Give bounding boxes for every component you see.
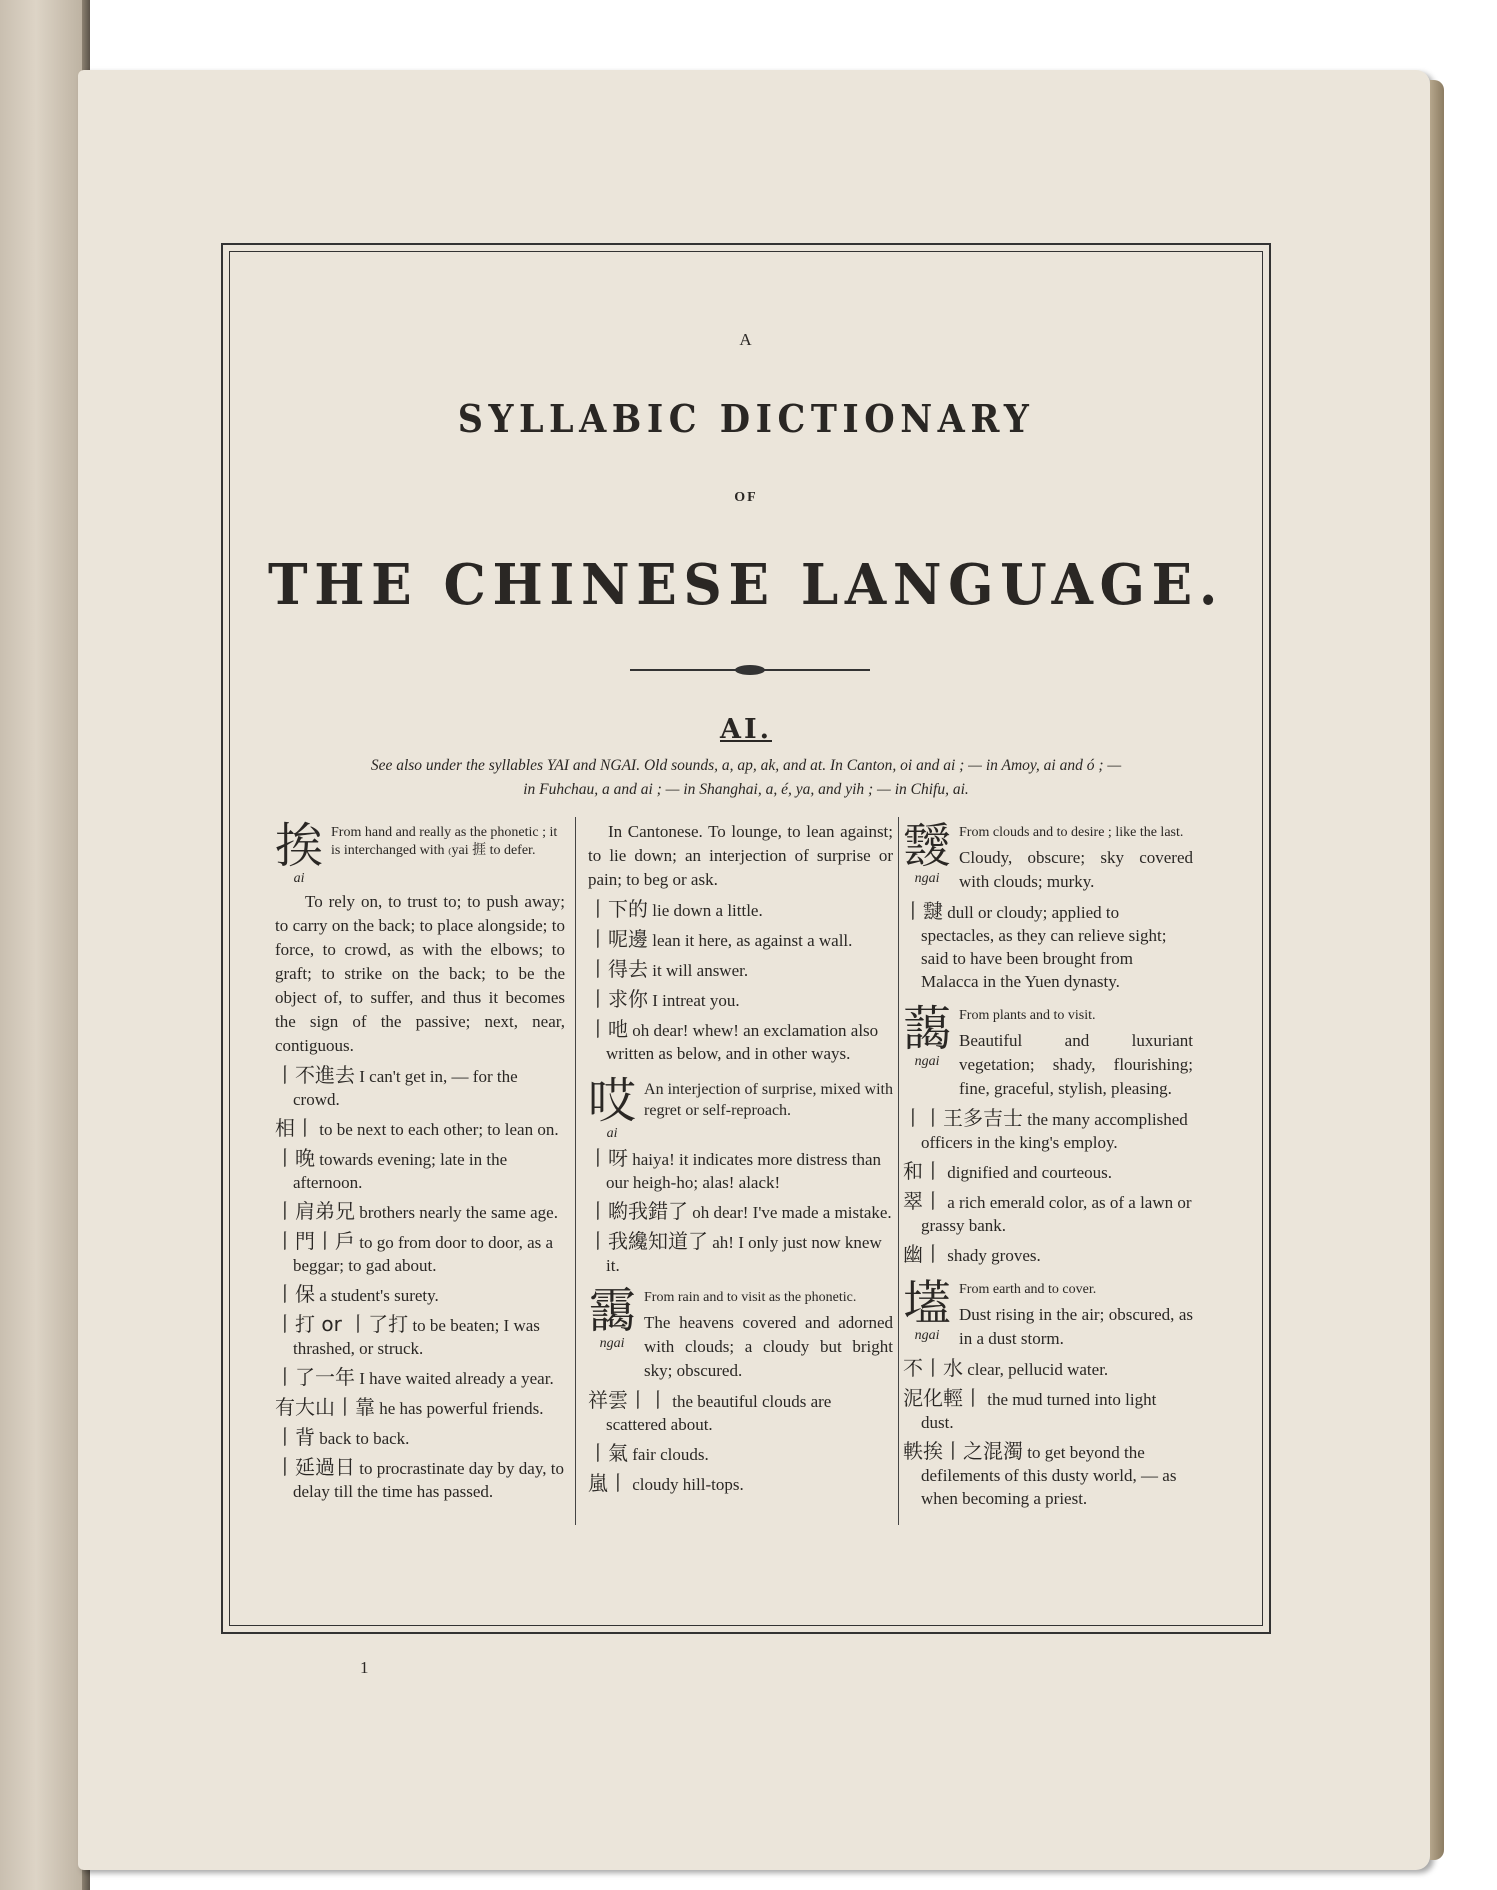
phrase-chinese: 丨我纔知道了 (588, 1229, 708, 1253)
head-character: 哎 (588, 1073, 637, 1129)
phrase-chinese: 丨靆 (903, 899, 943, 923)
phrase-line (275, 1426, 565, 1450)
phrase-english: lie down a little. (652, 901, 763, 920)
phrase-chinese: 丨背 (275, 1425, 315, 1449)
phrase-line (588, 958, 893, 982)
see-also-line-2: in Fuhchau, a and ai ; — in Shanghai, a, é, ya, and yih ; — in Chifu, ai. (523, 781, 969, 798)
column-rule (898, 817, 899, 1525)
phrase-line (588, 1147, 893, 1194)
phrase-english: to get beyond the defilements of this dusty world, — as when becoming a priest. (921, 1443, 1177, 1508)
phrase-chinese: 丨氣 (588, 1441, 628, 1465)
phrase-line (275, 1396, 565, 1420)
head-character-block (275, 820, 323, 886)
phrase-english: I have waited already a year. (359, 1369, 554, 1388)
title-article: A (739, 330, 753, 349)
phrase-english: I can't get in, — for the crowd. (293, 1067, 518, 1109)
phrase-line (275, 1064, 565, 1111)
phrase-line (903, 1190, 1193, 1237)
romanization: ngai (914, 1054, 940, 1069)
phrase-chinese: 丨保 (275, 1282, 315, 1306)
phrase-english: the mud turned into light dust. (921, 1390, 1157, 1432)
etymology-note: From hand and really as the phonetic ; it is interchanged with ₍yai 捱 to defer. (331, 825, 558, 858)
entry-head (588, 1075, 893, 1141)
phrase-chinese: 泥化輕丨 (903, 1386, 983, 1410)
see-also-note (230, 754, 1262, 802)
phrase-english: back to back. (319, 1429, 410, 1448)
phrase-chinese: 丨呀 (588, 1146, 628, 1170)
phrase-english: haiya! it indicates more distress than our heigh-ho; alas! alack! (606, 1150, 882, 1192)
phrase-line (588, 1472, 893, 1496)
entry-head (903, 820, 1193, 894)
phrase-chinese: 軼挨丨之混濁 (903, 1439, 1023, 1463)
phrase-english: brothers nearly the same age. (359, 1203, 558, 1222)
phrase-chinese: 和丨 (903, 1159, 943, 1183)
phrase-chinese: 丨求你 (588, 987, 648, 1011)
etymology-note: An interjection of surprise, mixed with regret or self-reproach. (644, 1081, 893, 1119)
phrase-chinese: 嵐丨 (588, 1471, 628, 1495)
romanization: ngai (914, 1328, 940, 1343)
phrase-english: it will answer. (652, 961, 749, 980)
phrase-line (588, 1230, 893, 1277)
head-character: 靉 (903, 818, 952, 874)
phrase-line (903, 1440, 1193, 1510)
page-frame (221, 243, 1271, 1634)
phrase-line (275, 1456, 565, 1503)
romanization: ngai (599, 1336, 625, 1351)
romanization: ai (293, 871, 305, 886)
entry-head (588, 1285, 893, 1383)
phrase-chinese: 丨門丨戶 (275, 1229, 355, 1253)
phrase-line (275, 1147, 565, 1194)
definition: The heavens covered and adorned with clouds; a cloudy but bright sky; obscured. (644, 1313, 893, 1380)
phrase-english: lean it here, as against a wall. (652, 931, 853, 950)
phrase-chinese: 丨吔 (588, 1017, 628, 1041)
phrase-line (903, 1107, 1193, 1154)
head-character: 靄 (588, 1283, 637, 1339)
phrase-list (588, 1147, 893, 1277)
left-page-edge (0, 0, 90, 1890)
phrase-english: oh dear! whew! an exclamation also written as below, and in other ways. (606, 1021, 879, 1063)
title-ornament (630, 664, 870, 676)
phrase-chinese: 相丨 (275, 1116, 315, 1140)
phrase-english: dignified and courteous. (947, 1163, 1113, 1182)
phrase-english: dull or cloudy; applied to spectacles, as they can relieve sight; said to have been brought from Malacca in the Yuen dynasty. (921, 903, 1167, 991)
definition: Cloudy, obscure; sky covered with clouds; murky. (959, 848, 1193, 891)
phrase-english: fair clouds. (632, 1445, 709, 1464)
phrase-line (588, 928, 893, 952)
phrase-list (588, 898, 893, 1065)
phrase-line (588, 1018, 893, 1065)
phrase-english: ah! I only just now knew it. (606, 1233, 882, 1275)
phrase-line (275, 1230, 565, 1277)
phrase-line (275, 1283, 565, 1307)
head-character-block (588, 1285, 636, 1351)
phrase-line (275, 1313, 565, 1360)
see-also-line-1: See also under the syllables YAI and NGAI. Old sounds, a, ap, ak, and at. In Canton, oi and ai ; — in Amoy, ai and ó ; — (370, 757, 1122, 774)
head-character-block (903, 820, 951, 886)
phrase-line (588, 1200, 893, 1224)
entry-text-block (644, 1285, 893, 1383)
head-character-block (903, 1277, 951, 1343)
phrase-chinese: 丨得去 (588, 957, 648, 981)
phrase-chinese: 丨丨王多吉士 (903, 1106, 1023, 1130)
entry-text-block (959, 1003, 1193, 1101)
phrase-english: a rich emerald color, as of a lawn or grassy bank. (921, 1193, 1192, 1235)
phrase-chinese: 丨不進去 (275, 1063, 355, 1087)
syllable-heading: AI. (720, 714, 772, 745)
title-of: OF (734, 490, 758, 505)
phrase-chinese: 有大山丨靠 (275, 1395, 375, 1419)
phrase-english: to be beaten; I was thrashed, or struck. (293, 1316, 540, 1358)
phrase-line (903, 1243, 1193, 1267)
phrase-line (275, 1200, 565, 1224)
phrase-list (903, 1107, 1193, 1267)
phrase-chinese: 翠丨 (903, 1189, 943, 1213)
phrase-chinese: 丨打 or 丨了打 (275, 1312, 409, 1336)
entry-head (275, 820, 565, 886)
entry-head (903, 1003, 1193, 1101)
entry-text-block (959, 1277, 1193, 1351)
phrase-chinese: 丨下的 (588, 897, 648, 921)
phrase-list (903, 900, 1193, 993)
phrase-chinese: 祥雲丨丨 (588, 1388, 668, 1412)
head-character: 壒 (903, 1275, 952, 1331)
page-frame-inner (229, 251, 1263, 1626)
phrase-line (588, 1442, 893, 1466)
romanization: ngai (914, 871, 940, 886)
phrase-english: he has powerful friends. (379, 1399, 544, 1418)
head-character-block (588, 1075, 636, 1141)
phrase-line (588, 1389, 893, 1436)
phrase-chinese: 丨晚 (275, 1146, 315, 1170)
phrase-english: to procrastinate day by day, to delay till the time has passed. (293, 1459, 564, 1501)
definition: Beautiful and luxuriant vegetation; shady, flourishing; fine, graceful, stylish, pleasing. (959, 1031, 1193, 1098)
column-rule (575, 817, 576, 1525)
phrase-chinese: 丨延過日 (275, 1455, 355, 1479)
page-number: 1 (360, 1658, 369, 1677)
definition: To rely on, to trust to; to push away; to carry on the back; to place alongside; to force, to crowd, as with the elbows; to graft; to strike on the back; to be the object of, to suffer, and thus it becomes the sign of the passive; next, near, contiguous. (275, 892, 565, 1055)
etymology-note: From clouds and to desire ; like the last. (959, 825, 1184, 840)
phrase-english: clear, pellucid water. (967, 1360, 1109, 1379)
phrase-line (275, 1117, 565, 1141)
phrase-line (275, 1366, 565, 1390)
title-language: THE CHINESE LANGUAGE. (267, 552, 1225, 618)
definition: Dust rising in the air; obscured, as in a dust storm. (959, 1305, 1193, 1348)
phrase-chinese: 丨肩弟兄 (275, 1199, 355, 1223)
phrase-english: a student's surety. (319, 1286, 439, 1305)
phrase-english: oh dear! I've made a mistake. (692, 1203, 892, 1222)
phrase-english: the beautiful clouds are scattered about. (606, 1392, 832, 1434)
phrase-chinese: 不丨水 (903, 1356, 963, 1380)
column-1 (275, 820, 565, 1503)
phrase-english: towards evening; late in the afternoon. (293, 1150, 508, 1192)
phrase-english: to be next to each other; to lean on. (319, 1120, 559, 1139)
head-character-block (903, 1003, 951, 1069)
entry-head (903, 1277, 1193, 1351)
phrase-english: the many accomplished officers in the king's employ. (921, 1110, 1188, 1152)
title-main: SYLLABIC DICTIONARY (457, 396, 1035, 441)
phrase-chinese: 幽丨 (903, 1242, 943, 1266)
head-character: 藹 (903, 1001, 952, 1057)
phrase-list (275, 1064, 565, 1503)
phrase-line (903, 1357, 1193, 1381)
phrase-list (903, 1357, 1193, 1510)
phrase-chinese: 丨了一年 (275, 1365, 355, 1389)
phrase-chinese: 丨喲我錯了 (588, 1199, 688, 1223)
phrase-list (588, 1389, 893, 1496)
phrase-english: cloudy hill-tops. (632, 1475, 744, 1494)
phrase-english: I intreat you. (652, 991, 740, 1010)
column-2 (588, 820, 893, 1496)
phrase-chinese: 丨呢邊 (588, 927, 648, 951)
column-3 (903, 820, 1193, 1510)
entry-text-block (959, 820, 1193, 894)
etymology-note: From rain and to visit as the phonetic. (644, 1290, 857, 1305)
phrase-line (903, 900, 1193, 993)
etymology-note: From plants and to visit. (959, 1008, 1096, 1023)
romanization: ai (606, 1126, 618, 1141)
cantonese-note: In Cantonese. To lounge, to lean against; to lie down; an interjection of surprise or pain; to beg or ask. (588, 822, 893, 889)
phrase-line (903, 1160, 1193, 1184)
phrase-line (588, 898, 893, 922)
phrase-english: shady groves. (947, 1246, 1041, 1265)
head-character: 挨 (275, 818, 324, 874)
phrase-english: to go from door to door, as a beggar; to gad about. (293, 1233, 554, 1275)
phrase-line (588, 988, 893, 1012)
etymology-note: From earth and to cover. (959, 1282, 1097, 1297)
phrase-line (903, 1387, 1193, 1434)
